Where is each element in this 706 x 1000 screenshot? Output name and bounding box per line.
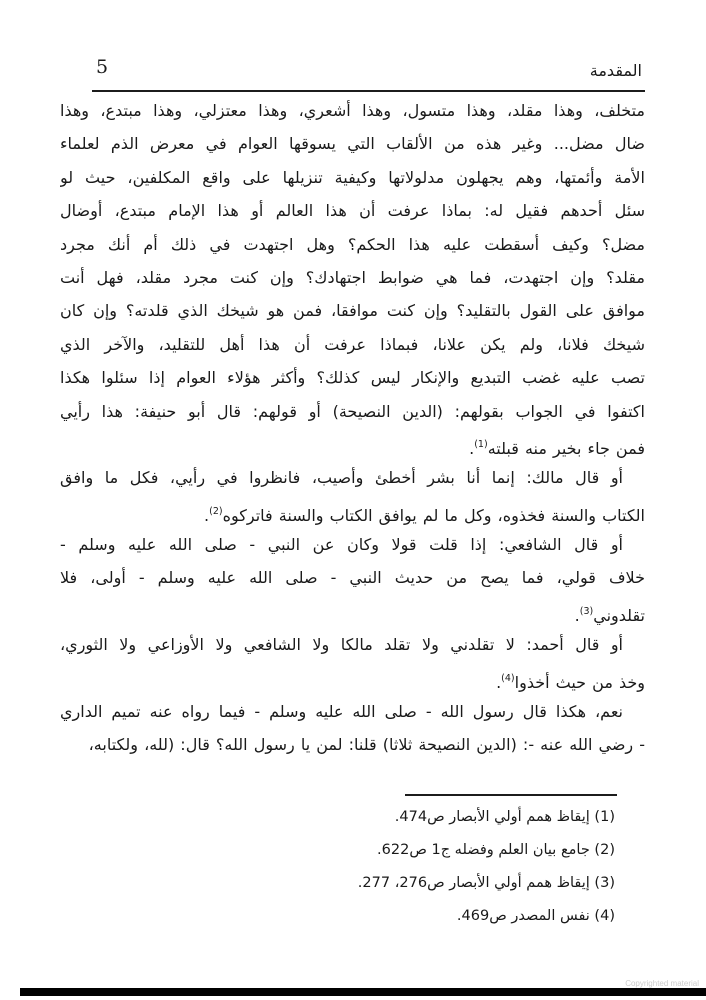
text-line: اكتفوا في الجواب بقولهم: (الدين النصيحة) أو قولهم: قال أبو حنيفة: هذا رأيي bbox=[60, 401, 645, 421]
bottom-bar bbox=[20, 988, 706, 996]
footnote: (2) جامع بيان العلم وفضله ج1 ص622. bbox=[377, 842, 615, 858]
text-line: مقلد؟ وإن اجتهدت، فما هي ضوابط اجتهادك؟ وإن كنت مجرد مقلد، فهل أنت bbox=[60, 267, 645, 287]
text-line: تقلدوني$^{(3)}$. bbox=[574, 605, 645, 625]
body-text bbox=[60, 94, 645, 762]
page-title: المقدمة bbox=[589, 61, 642, 80]
text-line: موافق على القول بالتقليد؟ وإن كنت موافقا، فمن هو شيخك الذي قلدته؟ وإن كان bbox=[60, 301, 645, 321]
text-line: ضال مضل... وغير هذه من الألقاب التي يسوقها العوام في معرض الذم لعلماء bbox=[60, 134, 645, 154]
watermark-text: Copyrighted material bbox=[625, 979, 699, 988]
text-line: أو قال أحمد: لا تقلدني ولا تقلد مالكا ولا الشافعي ولا الأوزاعي ولا الثوري، bbox=[60, 635, 623, 655]
paragraph bbox=[60, 94, 645, 461]
text-line: أو قال الشافعي: إذا قلت قولا وكان عن النبي - صلى الله عليه وسلم - bbox=[60, 535, 623, 555]
text-line: فمن جاء بخير منه قبلته$^{(1)}$. bbox=[469, 438, 645, 458]
footnote: (3) إيقاظ همم أولي الأبصار ص276، 277. bbox=[357, 875, 615, 891]
text-line: أو قال مالك: إنما أنا بشر أخطئ وأصيب، فانظروا في رأيي، فكل ما وافق bbox=[60, 468, 623, 488]
footnote-marker: (1) bbox=[474, 438, 488, 450]
text-line: وخذ من حيث أخذوا$^{(4)}$. bbox=[496, 672, 645, 692]
footnote: (1) إيقاظ همم أولي الأبصار ص474. bbox=[394, 809, 615, 825]
text-line: متخلف، وهذا مقلد، وهذا متسول، وهذا أشعري، وهذا معتزلي، وهذا مبتدع، وهذا bbox=[60, 101, 645, 120]
footnote-marker: (3) bbox=[579, 605, 594, 617]
header-rule bbox=[92, 90, 645, 92]
paragraph bbox=[60, 461, 645, 528]
text-line: الكتاب والسنة فخذوه، وكل ما لم يوافق الكتاب والسنة فاتركوه$^{(2)}$. bbox=[204, 505, 645, 525]
footnote: (4) نفس المصدر ص469. bbox=[456, 908, 615, 924]
text-line: الأمة وأئمتها، وهم يجهلون مدلولاتها وكيفية تنزيلها على واقع المكلفين، حيث لو bbox=[60, 167, 645, 187]
text-line: مضل؟ وكيف أسقطت عليه هذا الحكم؟ وهل اجتهدت في ذلك أم أنك مجرد bbox=[60, 234, 645, 254]
text-line: نعم، هكذا قال رسول الله - صلى الله عليه وسلم - فيما رواه عنه تميم الداري bbox=[60, 702, 623, 722]
footnote-marker: (2) bbox=[209, 505, 223, 517]
page-number: 5 bbox=[96, 56, 109, 78]
paragraph bbox=[60, 628, 645, 695]
footnote-marker: (4) bbox=[501, 672, 515, 684]
footnote-separator bbox=[405, 794, 617, 796]
footnotes bbox=[60, 801, 615, 933]
text-line: سئل أحدهم فقيل له: بماذا عرفت أن هذا العالم أو هذا الإمام مبتدع، أوضال bbox=[60, 201, 645, 221]
paragraph bbox=[60, 528, 645, 628]
text-line: - رضي الله عنه -: (الدين النصيحة ثلاثا) قلنا: لمن يا رسول الله؟ قال: (لله، ولكتابه، bbox=[88, 735, 645, 755]
text-line: تصب عليه غضب التبديع والإنكار ليس كذلك؟ وأكثر هؤلاء العوام إذا سئلوا هكذا bbox=[60, 368, 645, 388]
text-line: شيخك فلانا، ولم يكن علانا، فبماذا عرفت أن هذا أهل للتقليد، والآخر الذي bbox=[60, 334, 645, 354]
paragraph bbox=[60, 695, 645, 762]
text-line: خلاف قولي، فما يصح من حديث النبي - صلى الله عليه وسلم - أولى، فلا bbox=[60, 568, 645, 588]
